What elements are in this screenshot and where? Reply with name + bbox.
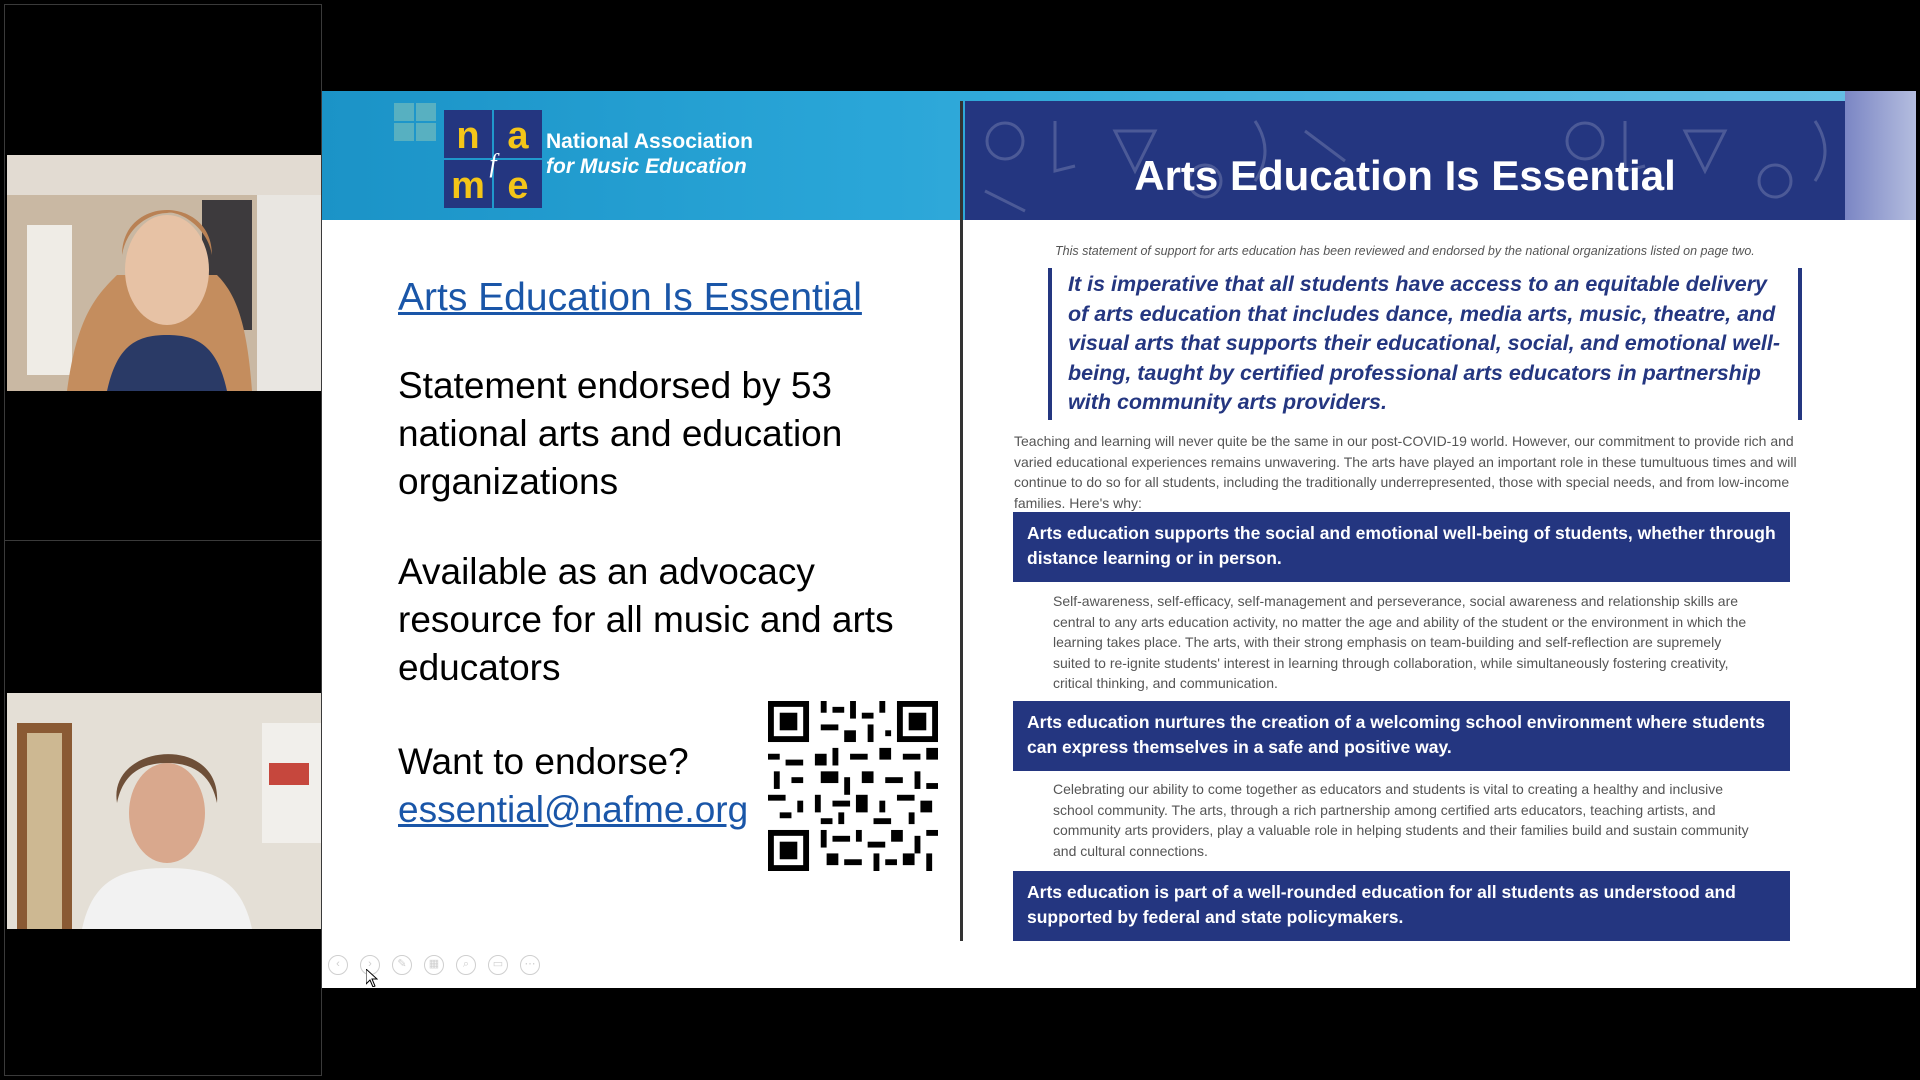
document-banner [965, 101, 1845, 220]
logo-org-line2: for Music Education [546, 155, 747, 178]
detail-paragraph-1: Self-awareness, self-efficacy, self-management and perseverance, social awareness and relationship skills are central to any arts education activity, no matter the age and ability of the student or the environment in which the learning takes place. The arts, with their strong emphasis on team-building and self-reflection are supremely suited to re-ignite students' interest in learning through collaboration, while simultaneously fostering creativity, critical thinking, and communication. [1053, 593, 1747, 691]
qr-code-icon[interactable] [768, 701, 938, 871]
svg-text:n: n [456, 115, 480, 157]
next-slide-icon[interactable]: › [360, 955, 380, 975]
key-point-3: Arts education is part of a well-rounded education for all students as understood and supported by federal and state policymakers. [1013, 871, 1790, 941]
embedded-document [965, 101, 1845, 941]
endorsement-statement: Statement endorsed by 53 national arts and education organizations [398, 365, 843, 502]
pen-tool-icon[interactable]: ✎ [392, 955, 412, 975]
detail-paragraph-2: Celebrating our ability to come together as educators and students is vital to creating a healthy and inclusive school community. The arts, through a rich partnership among certified arts educators, teaching artists, and community arts providers, play a valuable role in helping students and their families build and sustain community and cultural connections. [1053, 781, 1749, 859]
more-options-icon[interactable]: ⋯ [520, 955, 540, 975]
document-title: Arts Education Is Essential [1134, 152, 1676, 199]
svg-text:m: m [451, 165, 485, 207]
intro-paragraph: Teaching and learning will never quite be the same in our post-COVID-19 world. However, our commitment to provide rich and varied educational experiences remains unwavering. The arts have played an important role in these tumultuous times and will continue to do so for all students, including the traditionally underrepresented, those with special needs, and from low-income families. Here's why: [1014, 433, 1797, 511]
slide-header-fade [1845, 91, 1916, 220]
endorse-prompt: Want to endorse? [398, 741, 689, 782]
key-point-2: Arts education nurtures the creation of a welcoming school environment where students can express themselves in a safe and positive way. [1013, 701, 1790, 771]
mouse-pointer-icon [366, 969, 378, 987]
participant-strip [4, 4, 322, 1076]
previous-slide-icon[interactable]: ‹ [328, 955, 348, 975]
logo-organization-name [546, 129, 753, 179]
nafme-logo-icon [444, 110, 542, 208]
endorsement-note: This statement of support for arts education has been reviewed and endorsed by the national organizations listed on page two. [1055, 244, 1755, 258]
pull-quote: It is imperative that all students have access to an equitable delivery of arts education that includes dance, media arts, music, theatre, and visual arts that supports their educational, social, and emotional well-being, taught by certified professional arts educators in partnership with community arts providers. [1048, 268, 1802, 420]
strip-divider [5, 540, 321, 541]
logo-org-line1: National Association [546, 130, 753, 153]
participant-video-2[interactable] [7, 693, 321, 929]
see-all-slides-icon[interactable]: ▦ [424, 955, 444, 975]
participant-video-1[interactable] [7, 155, 321, 391]
availability-statement: Available as an advocacy resource for all music and arts educators [398, 551, 894, 688]
document-divider [960, 101, 963, 941]
subtitles-icon[interactable]: ▭ [488, 955, 508, 975]
arts-education-link[interactable]: Arts Education Is Essential [398, 276, 862, 319]
svg-text:e: e [507, 165, 529, 207]
endorse-email-link[interactable]: essential@nafme.org [398, 789, 749, 830]
svg-text:a: a [507, 115, 529, 157]
nafme-watermark-icon [394, 103, 438, 143]
shared-slide [322, 91, 1916, 988]
svg-text:f: f [489, 149, 497, 178]
key-point-1: Arts education supports the social and emotional well-being of students, whether through distance learning or in person. [1013, 512, 1790, 582]
zoom-icon[interactable]: ⌕ [456, 955, 476, 975]
